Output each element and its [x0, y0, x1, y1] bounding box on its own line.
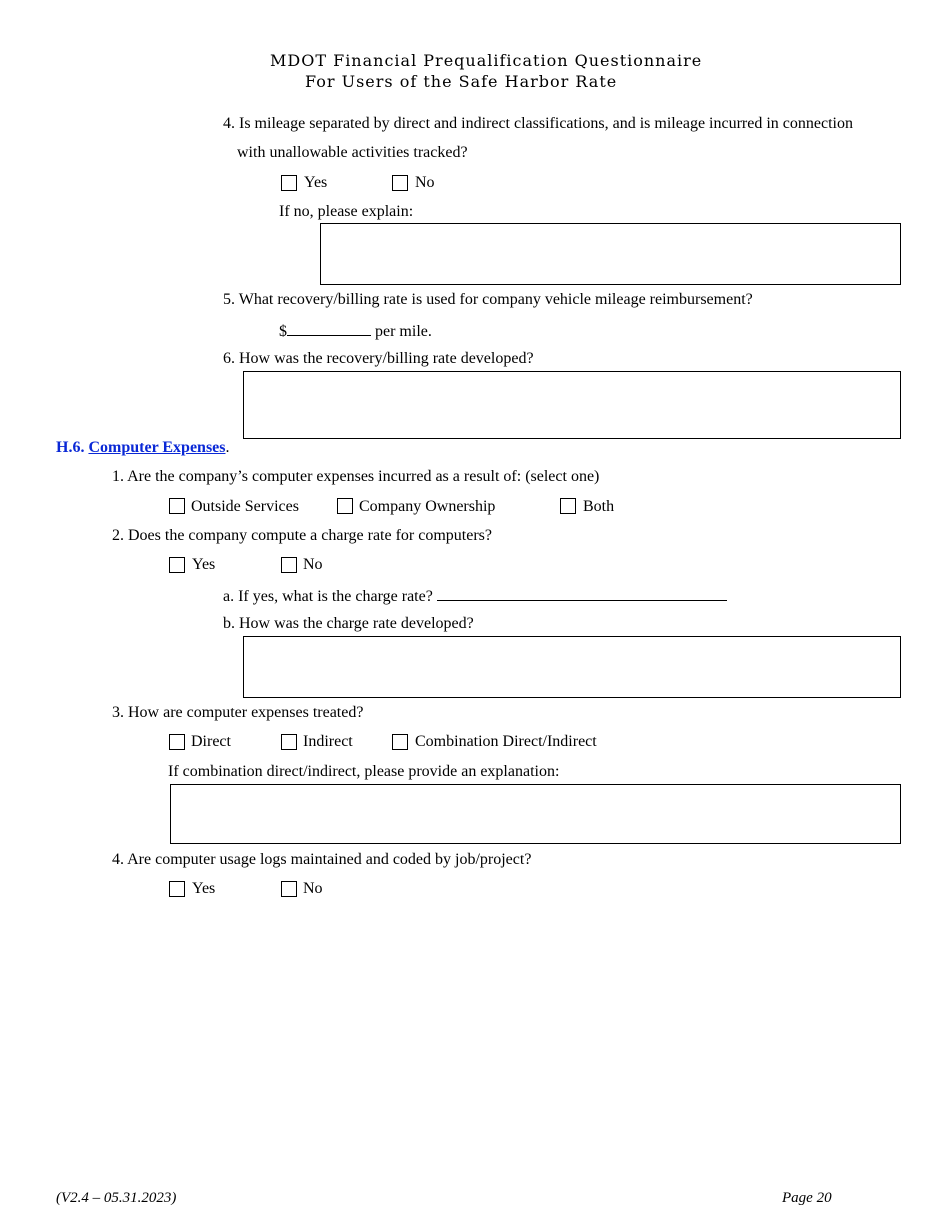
footer-page-number: Page 20: [782, 1190, 832, 1206]
both-checkbox[interactable]: [560, 498, 576, 514]
indirect-label: Indirect: [303, 733, 353, 750]
header-subtitle: For Users of the Safe Harbor Rate: [305, 72, 618, 91]
combination-label: Combination Direct/Indirect: [415, 733, 597, 750]
mileage-q4-text-cont: with unallowable activities tracked?: [237, 144, 468, 161]
per-mile-label: per mile.: [375, 323, 432, 340]
mileage-q6-answer-box[interactable]: [243, 371, 901, 439]
computer-q4-no-checkbox[interactable]: [281, 881, 297, 897]
section-period: .: [225, 439, 230, 456]
mileage-rate-blank[interactable]: [287, 321, 371, 336]
computer-q2a-text: a. If yes, what is the charge rate?: [223, 588, 433, 605]
computer-q2b-answer-box[interactable]: [243, 636, 901, 698]
mileage-q6-text: 6. How was the recovery/billing rate developed?: [223, 350, 534, 367]
direct-checkbox[interactable]: [169, 734, 185, 750]
combination-checkbox[interactable]: [392, 734, 408, 750]
computer-q4-yes-label: Yes: [192, 880, 216, 897]
computer-q3-explain-box[interactable]: [170, 784, 901, 844]
header-title: MDOT Financial Prequalification Questionnaire: [270, 51, 703, 70]
outside-services-checkbox[interactable]: [169, 498, 185, 514]
computer-q2-yes-label: Yes: [192, 556, 216, 573]
computer-q1-text: 1. Are the company’s computer expenses incurred as a result of: (select one): [112, 468, 600, 485]
company-ownership-checkbox[interactable]: [337, 498, 353, 514]
computer-q4-no-label: No: [303, 880, 323, 897]
computer-q4-yes-checkbox[interactable]: [169, 881, 185, 897]
mileage-q4-explain-box[interactable]: [320, 223, 901, 285]
mileage-q4-no-checkbox[interactable]: [392, 175, 408, 191]
computer-q2-no-checkbox[interactable]: [281, 557, 297, 573]
outside-services-label: Outside Services: [191, 498, 299, 515]
computer-q2a-line: [223, 586, 727, 606]
computer-q2-yes-checkbox[interactable]: [169, 557, 185, 573]
mileage-q4-explain-label: If no, please explain:: [279, 203, 414, 220]
mileage-q5-rate-line: [279, 321, 432, 341]
dollar-sign: $: [279, 323, 287, 340]
direct-label: Direct: [191, 733, 231, 750]
section-title-link[interactable]: Computer Expenses: [88, 439, 226, 456]
mileage-q4-yes-checkbox[interactable]: [281, 175, 297, 191]
indirect-checkbox[interactable]: [281, 734, 297, 750]
mileage-q4-text: 4. Is mileage separated by direct and indirect classifications, and is mileage incurred in connection: [223, 115, 853, 132]
section-heading: [56, 439, 230, 457]
computer-q3-explain-label: If combination direct/indirect, please provide an explanation:: [168, 763, 560, 780]
section-number: H.6.: [56, 439, 85, 456]
both-label: Both: [583, 498, 615, 515]
computer-q4-text: 4. Are computer usage logs maintained and coded by job/project?: [112, 851, 532, 868]
company-ownership-label: Company Ownership: [359, 498, 496, 515]
mileage-q5-text: 5. What recovery/billing rate is used for company vehicle mileage reimbursement?: [223, 291, 753, 308]
mileage-q4-no-label: No: [415, 174, 435, 191]
computer-q3-text: 3. How are computer expenses treated?: [112, 704, 364, 721]
computer-q2b-text: b. How was the charge rate developed?: [223, 615, 474, 632]
mileage-q4-yes-label: Yes: [304, 174, 328, 191]
charge-rate-blank[interactable]: [437, 586, 727, 601]
footer-version: (V2.4 – 05.31.2023): [56, 1190, 177, 1206]
computer-q2-text: 2. Does the company compute a charge rate for computers?: [112, 527, 492, 544]
computer-q2-no-label: No: [303, 556, 323, 573]
